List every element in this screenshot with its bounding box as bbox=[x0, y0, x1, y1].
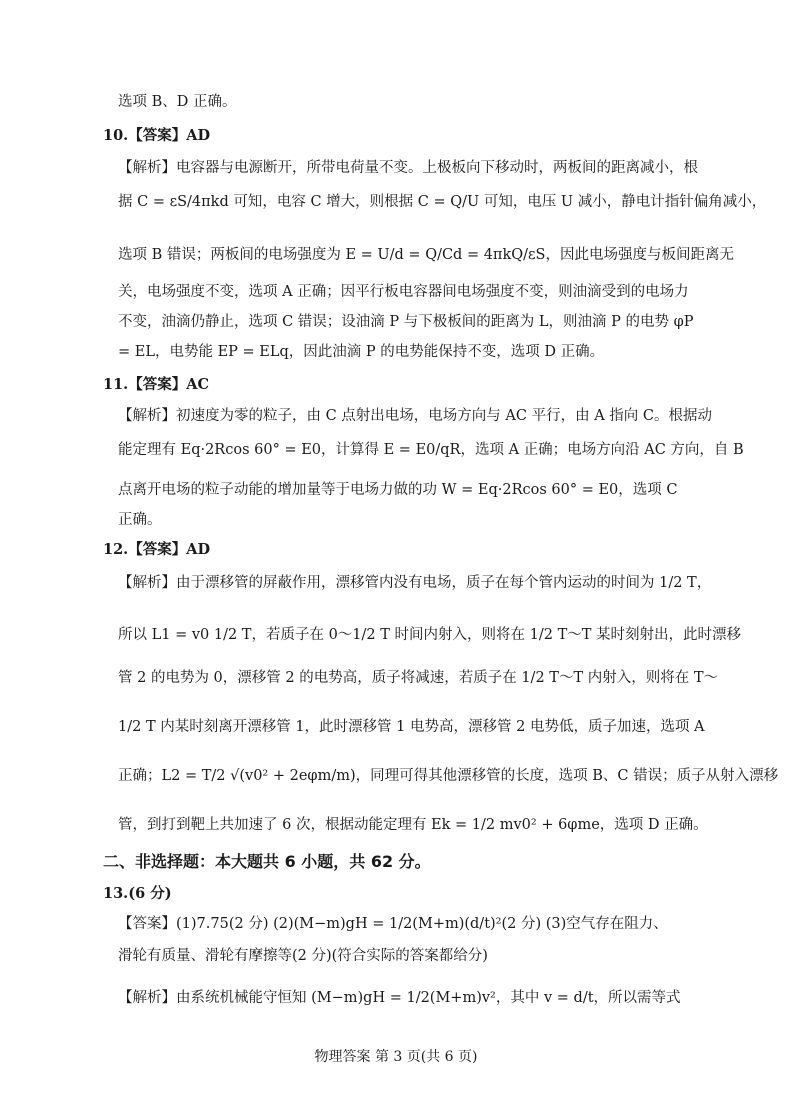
text-line: 关，电场强度不变，选项 A 正确；因平行板电容器间电场强度不变，则油滴受到的电场力 bbox=[118, 284, 689, 300]
text-line: 【解析】由系统机械能守恒知 (M−m)gH = 1/2(M+m)v²，其中 v = d/t，所以需等式 bbox=[118, 990, 681, 1006]
page-footer: 物理答案 第 3 页(共 6 页) bbox=[314, 1049, 478, 1065]
text-line: 二、非选择题：本大题共 6 小题，共 62 分。 bbox=[103, 852, 431, 871]
text-line: 10.【答案】AD bbox=[103, 127, 211, 144]
text-line: 1/2 T 内某时刻离开漂移管 1，此时漂移管 1 电势高，漂移管 2 电势低，质子加速，选项 A bbox=[118, 719, 705, 735]
text-line: 13.(6 分) bbox=[103, 885, 172, 902]
text-line: 【答案】(1)7.75(2 分) (2)(M−m)gH = 1/2(M+m)(d/t)²(2 分) (3)空气存在阻力、 bbox=[118, 916, 668, 932]
text-line: 12.【答案】AD bbox=[103, 541, 211, 558]
text-line: 选项 B、D 正确。 bbox=[118, 94, 237, 110]
text-line: 选项 B 错误；两板间的电场强度为 E = U/d = Q/Cd = 4πkQ/εS，因此电场强度与板间距离无 bbox=[118, 247, 734, 263]
text-line: 不变，油滴仍静止，选项 C 错误；设油滴 P 与下极板间的距离为 L，则油滴 P 的电势 φP bbox=[118, 314, 694, 330]
text-line: 所以 L1 = v0 1/2 T，若质子在 0～1/2 T 时间内射入，则将在 1/2 T～T 某时刻射出，此时漂移 bbox=[118, 627, 742, 643]
text-line: 【解析】初速度为零的粒子，由 C 点射出电场，电场方向与 AC 平行，由 A 指向 C。根据动 bbox=[118, 408, 712, 424]
text-line: 能定理有 Eq·2Rcos 60° = E0，计算得 E = E0/qR，选项 A 正确；电场方向沿 AC 方向，自 B bbox=[118, 442, 744, 458]
text-line: = EL，电势能 EP = ELq，因此油滴 P 的电势能保持不变，选项 D 正确。 bbox=[118, 344, 605, 360]
text-line: 【解析】由于漂移管的屏蔽作用，漂移管内没有电场，质子在每个管内运动的时间为 1/2 T， bbox=[118, 575, 712, 591]
text-line: 正确；L2 = T/2 √(v0² + 2eφm/m)，同理可得其他漂移管的长度，选项 B、C 错误；质子从射入漂移 bbox=[118, 768, 779, 784]
text-line: 管 2 的电势为 0，漂移管 2 的电势高，质子将减速，若质子在 1/2 T～T 内射入，则将在 T～ bbox=[118, 670, 719, 686]
text-line: 滑轮有质量、滑轮有摩擦等(2 分)(符合实际的答案都给分) bbox=[118, 948, 488, 964]
text-line: 正确。 bbox=[118, 512, 162, 528]
text-line: 11.【答案】AC bbox=[103, 376, 210, 393]
text-line: 管，到打到靶上共加速了 6 次，根据动能定理有 Ek = 1/2 mv0² + 6φme，选项 D 正确。 bbox=[118, 817, 708, 833]
text-line: 【解析】电容器与电源断开，所带电荷量不变。上极板向下移动时，两板间的距离减小，根 bbox=[118, 160, 698, 176]
text-line: 据 C = εS/4πkd 可知，电容 C 增大，则根据 C = Q/U 可知，电压 U 减小，静电计指针偏角减小， bbox=[118, 194, 767, 210]
text-line: 点离开电场的粒子动能的增加量等于电场力做的功 W = Eq·2Rcos 60° = E0，选项 C bbox=[118, 482, 678, 498]
